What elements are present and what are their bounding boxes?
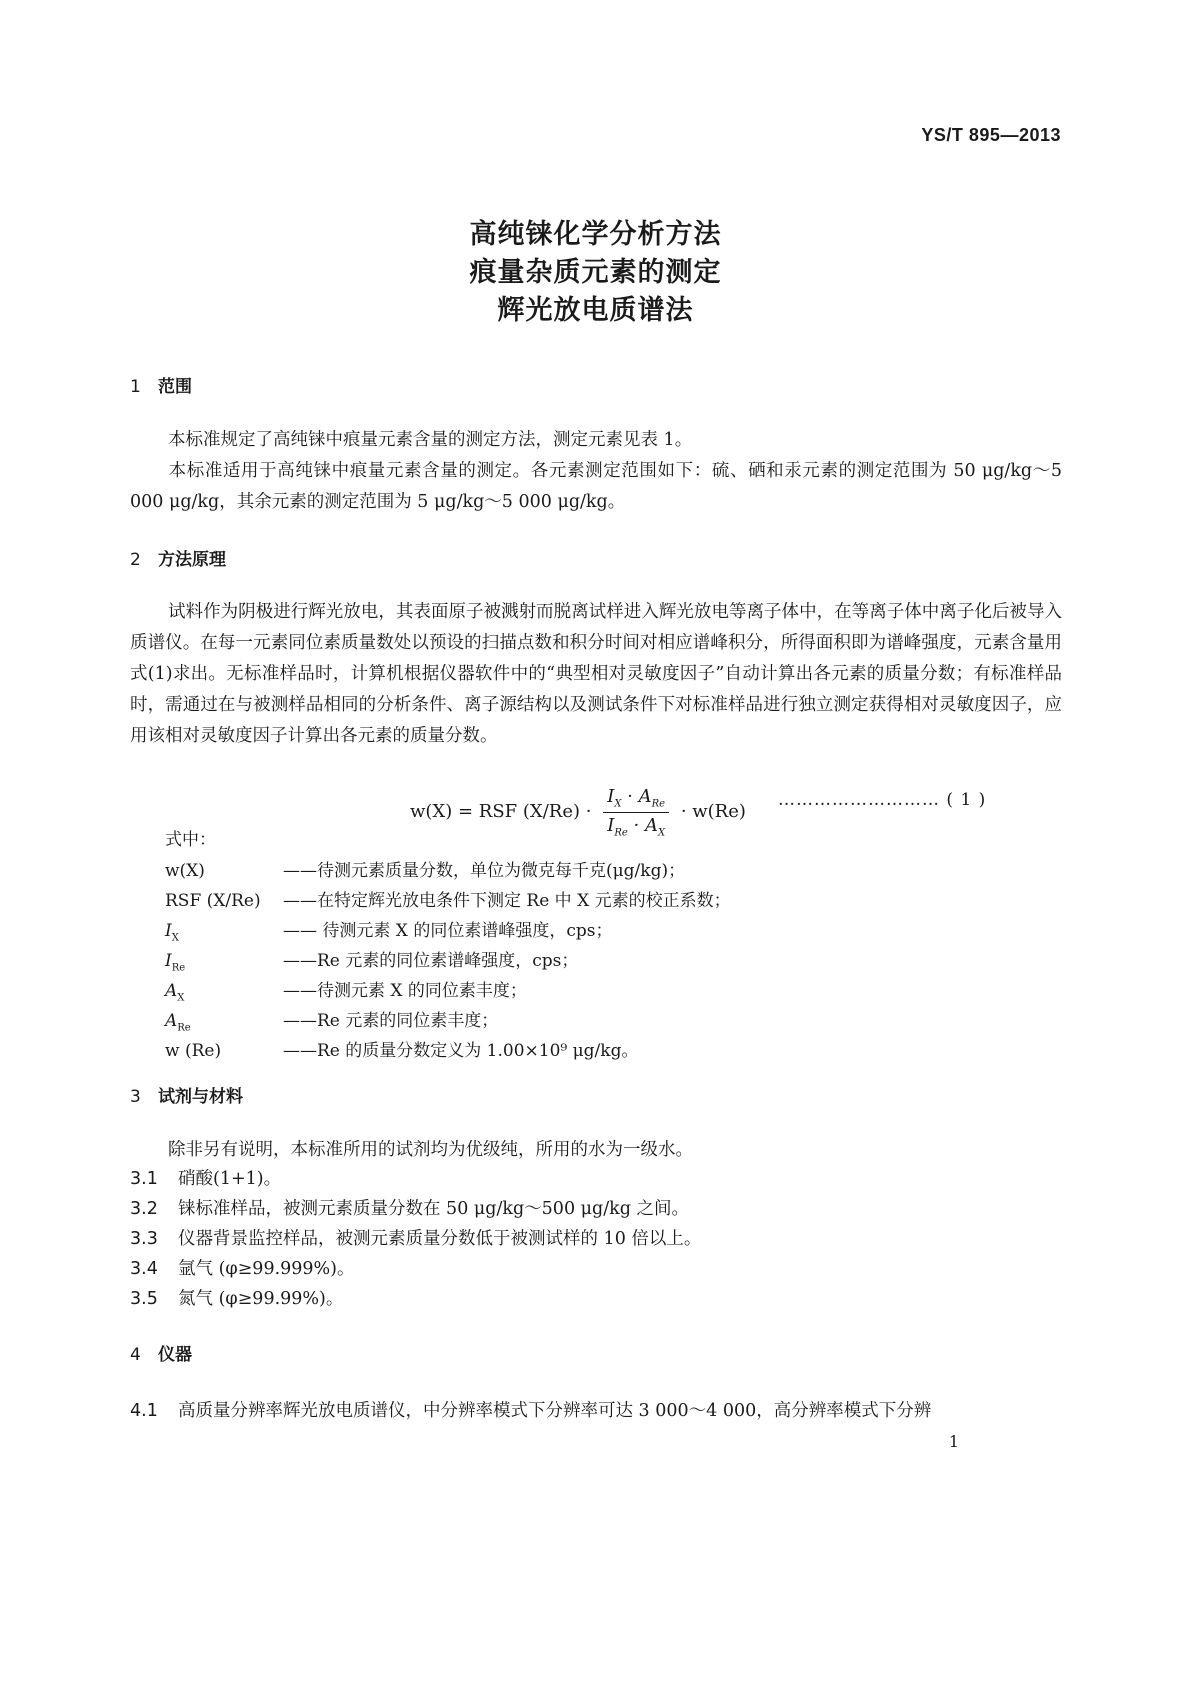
section-title: 试剂与材料: [158, 1087, 243, 1107]
title-line-2: 痕量杂质元素的测定: [469, 257, 722, 288]
clause-text: 氩气 (φ≥99.999%)。: [178, 1259, 355, 1279]
clause-text: 仪器背景监控样品，被测元素质量分数低于被测试样的 10 倍以上。: [178, 1229, 702, 1249]
definition-symbol: w (Re): [165, 1041, 222, 1061]
definition-row: [165, 856, 1065, 881]
fraction-numerator: $I_X \cdot A_{Re}$: [603, 786, 669, 813]
clause-item: [130, 1165, 281, 1190]
paragraph-text: 除非另有说明，本标准所用的试剂均为优级纯，所用的水为一级水。: [168, 1140, 693, 1160]
definition-row: [165, 1036, 1065, 1061]
definition-text: —— 待测元素 X 的同位素谱峰强度，cps；: [283, 921, 613, 941]
clause-number: 3.4: [130, 1259, 158, 1279]
definition-text: ——Re 元素的同位素谱峰强度，cps；: [283, 951, 579, 971]
definition-text: ——待测元素 X 的同位素丰度；: [283, 981, 527, 1001]
formula-fraction: [603, 786, 669, 838]
title-line-1: 高纯铼化学分析方法: [469, 219, 722, 250]
paragraph-text: 本标准规定了高纯铼中痕量元素含量的测定方法，测定元素见表 1。: [168, 430, 693, 450]
section-number: 3: [130, 1087, 141, 1107]
clause-text: 铼标准样品，被测元素质量分数在 50 μg/kg～500 μg/kg 之间。: [178, 1199, 689, 1219]
section-3-paragraph-1: [130, 1135, 1062, 1166]
clause-item: [130, 1255, 355, 1280]
clause-text: 高质量分辨率辉光放电质谱仪，中分辨率模式下分辨率可达 3 000～4 000，高分辨率模式下分辨: [178, 1401, 932, 1421]
definition-symbol: $A_X$: [165, 981, 185, 1004]
definition-row: [165, 946, 1065, 973]
clause-item: [130, 1225, 701, 1250]
definition-text: ——在特定辉光放电条件下测定 Re 中 X 元素的校正系数；: [283, 891, 731, 911]
standard-number: YS/T 895—2013: [921, 125, 1061, 145]
clause-number: 3.3: [130, 1229, 158, 1249]
section-3-heading: [130, 1082, 243, 1107]
clause-text: 氮气 (φ≥99.99%)。: [178, 1289, 344, 1309]
definition-row: [165, 1006, 1065, 1033]
definition-symbol: $A_{Re}$: [165, 1011, 191, 1034]
section-title: 仪器: [158, 1345, 192, 1365]
definition-row: [165, 886, 1065, 911]
clause-number: 3.1: [130, 1169, 158, 1189]
section-1-paragraph-1: [130, 425, 1062, 456]
title-line-3: 辉光放电质谱法: [497, 295, 694, 326]
formula-lhs: w(X) = RSF (X/Re) ·: [410, 801, 592, 823]
section-title: 范围: [158, 377, 192, 397]
section-title: 方法原理: [158, 550, 226, 570]
section-2-paragraph-1: [130, 597, 1062, 752]
equation-number: ……………………… ( 1 ): [778, 790, 987, 810]
section-number: 1: [130, 377, 141, 397]
clause-text: 硝酸(1+1)。: [178, 1169, 282, 1189]
definition-symbol: $I_X$: [165, 921, 179, 944]
page-number: 1: [948, 1432, 959, 1451]
formula-rhs: · w(Re): [680, 801, 746, 823]
where-label: 式中：: [165, 830, 216, 850]
definition-row: [165, 976, 1065, 1003]
section-2-heading: [130, 545, 226, 570]
definition-row: [165, 916, 1065, 943]
definition-symbol: $I_{Re}$: [165, 951, 186, 974]
formula-1: [410, 786, 746, 838]
clause-item: [130, 1285, 343, 1310]
clause-number: 3.2: [130, 1199, 158, 1219]
fraction-denominator: $I_{Re} \cdot A_X$: [607, 814, 666, 839]
paragraph-text: 本标准适用于高纯铼中痕量元素含量的测定。各元素测定范围如下：硫、硒和汞元素的测定范围为 50 μg/kg～5 000 μg/kg，其余元素的测定范围为 5 μg/kg～5 000 μg/kg。: [130, 461, 1062, 512]
section-number: 4: [130, 1345, 141, 1365]
clause-item: [130, 1195, 689, 1220]
definition-text: ——Re 元素的同位素丰度；: [283, 1011, 499, 1031]
paragraph-text: 试料作为阴极进行辉光放电，其表面原子被溅射而脱离试样进入辉光放电等离子体中，在等离子体中离子化后被导入质谱仪。在每一元素同位素质量数处以预设的扫描点数和积分时间对相应谱峰积分，所得面积即为谱峰强度，元素含量用式(1)求出。无标准样品时，计算机根据仪器软件中的“典型相对灵敏度因子”自动计算出各元素的质量分数；有标准样品时，需通过在与被测样品相同的分析条件、离子源结构以及测试条件下对标准样品进行独立测定获得相对灵敏度因子，应用该相对灵敏度因子计算出各元素的质量分数。: [130, 602, 1062, 746]
definition-text: ——待测元素质量分数，单位为微克每千克(μg/kg)；: [283, 861, 686, 881]
clause-number: 3.5: [130, 1289, 158, 1309]
section-1-paragraph-2: [130, 456, 1062, 518]
section-4-heading: [130, 1340, 192, 1365]
clause-number: 4.1: [130, 1401, 158, 1421]
definition-text: ——Re 的质量分数定义为 1.00×10⁹ μg/kg。: [283, 1041, 639, 1061]
clause-item: [130, 1397, 931, 1422]
section-number: 2: [130, 550, 141, 570]
definition-symbol: RSF (X/Re): [165, 891, 261, 911]
definition-symbol: w(X): [165, 861, 205, 881]
section-1-heading: [130, 372, 192, 397]
